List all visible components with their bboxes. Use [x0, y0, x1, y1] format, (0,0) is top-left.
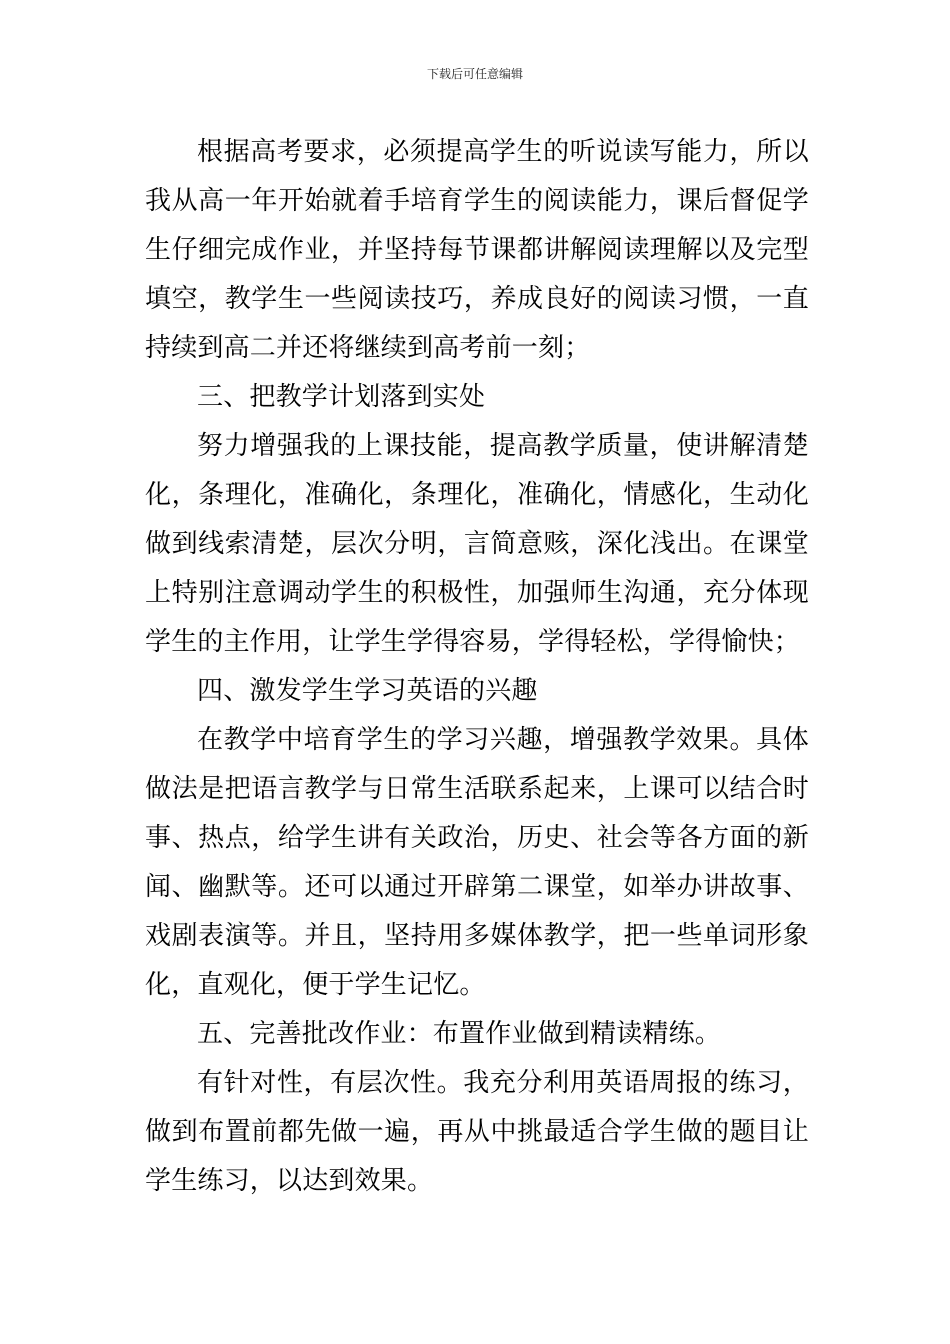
- heading-section-three: 三、把教学计划落到实处: [197, 382, 486, 412]
- paragraph-reading-ability: 根据高考要求，必须提高学生的听说读写能力，所以我从高一年开始就着手培育学生的阅读能力，课后督促学生仔细完成作业，并坚持每节课都讲解阅读理解以及完型填空，教学生一些阅读技巧，养成良好的阅读习惯，一直持续到高二并还将继续到高考前一刻；: [145, 137, 809, 363]
- heading-section-four: 四、激发学生学习英语的兴趣: [197, 676, 538, 706]
- document-body: [145, 128, 809, 1206]
- paragraph-teaching-skills: 努力增强我的上课技能，提高教学质量，使讲解清楚化，条理化，准确化，条理化，准确化，情感化，生动化做到线索清楚，层次分明，言简意赅，深化浅出。在课堂上特别注意调动学生的积极性，加强师生沟通，充分体现学生的主作用，让学生学得容易，学得轻松，学得愉快；: [145, 431, 809, 657]
- heading-section-five: 五、完善批改作业：布置作业做到精读精练。: [197, 1019, 722, 1049]
- page-header-note: 下载后可任意编辑: [426, 67, 523, 81]
- paragraph-homework: 有针对性，有层次性。我充分利用英语周报的练习，做到布置前都先做一遍，再从中挑最适合学生做的题目让学生练习，以达到效果。: [145, 1068, 809, 1196]
- paragraph-interest: 在教学中培育学生的学习兴趣，增强教学效果。具体做法是把语言教学与日常生活联系起来，上课可以结合时事、热点，给学生讲有关政治，历史、社会等各方面的新闻、幽默等。还可以通过开辟第二课堂，如举办讲故事、戏剧表演等。并且，坚持用多媒体教学，把一些单词形象化，直观化，便于学生记忆。: [145, 725, 809, 1000]
